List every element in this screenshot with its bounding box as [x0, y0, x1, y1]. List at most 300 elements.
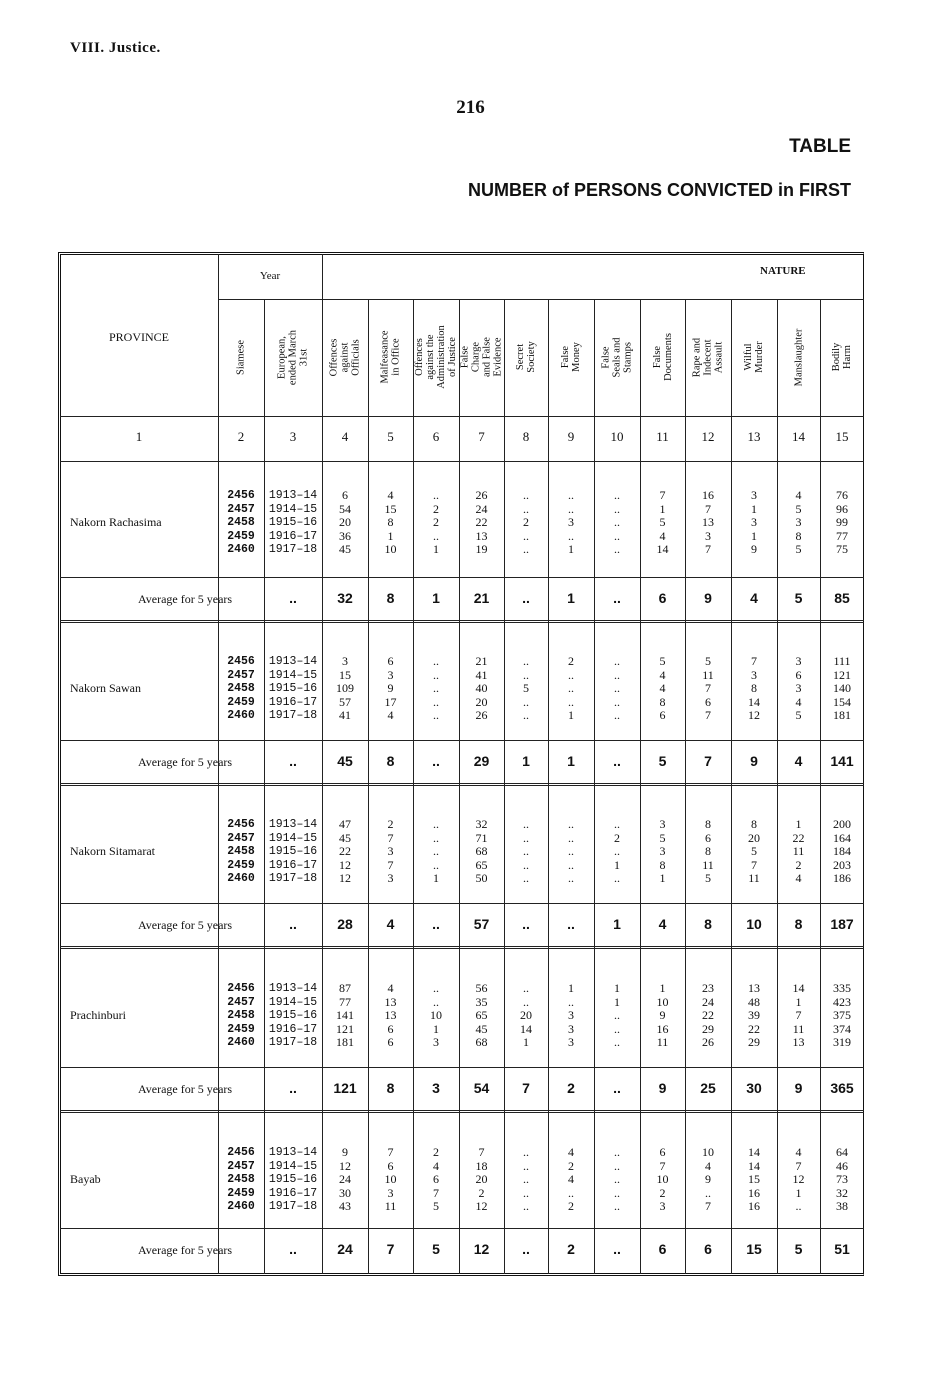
average-value: 21: [473, 590, 490, 606]
cell-value: 8: [751, 817, 757, 831]
column-header-text: Manslaughter: [793, 328, 804, 386]
column-number: 7: [478, 429, 485, 444]
cell-value: 11: [748, 871, 760, 885]
siamese-year: 2459: [227, 1022, 255, 1036]
province-separator: [60, 620, 864, 623]
average-value: ..: [289, 1080, 297, 1096]
cell-value: 2: [568, 654, 574, 668]
cell-value: 8: [795, 528, 802, 543]
european-year: 1916–17: [268, 695, 318, 709]
cell-value: 1: [795, 817, 802, 831]
average-value: 9: [658, 1080, 667, 1096]
cell-value: 11: [702, 857, 714, 872]
average-value: 4: [794, 753, 803, 769]
cell-value: 45: [339, 830, 351, 845]
cell-value: 3: [659, 817, 666, 831]
cell-value: ..: [614, 681, 620, 695]
cell-value: 4: [568, 1172, 574, 1186]
cell-value: 12: [475, 1199, 488, 1213]
cell-value: ..: [614, 488, 620, 502]
cell-value: 121: [833, 667, 851, 682]
cell-value: 20: [520, 1008, 532, 1022]
cell-value: 19: [475, 542, 488, 556]
european-year: 1915–16: [268, 845, 318, 858]
column-number: 14: [792, 429, 805, 444]
cell-value: 3: [433, 1035, 439, 1049]
nature-header: NATURE: [760, 265, 806, 277]
siamese-year: 2460: [227, 1036, 255, 1049]
cell-value: 65: [475, 1008, 488, 1022]
cell-value: 1: [433, 1021, 439, 1036]
cell-value: ..: [568, 1185, 574, 1200]
cell-value: 9: [751, 542, 757, 556]
cell-value: ..: [523, 817, 529, 831]
cell-value: 5: [705, 871, 711, 885]
cell-value: 4: [387, 708, 394, 722]
cell-value: 14: [748, 694, 760, 709]
cell-value: 164: [833, 830, 851, 845]
average-value: 6: [704, 1241, 712, 1257]
cell-value: 6: [705, 830, 711, 845]
cell-value: 4: [659, 528, 666, 543]
cell-value: 10: [656, 1172, 669, 1186]
cell-value: ..: [568, 844, 574, 858]
cell-value: 76: [836, 488, 848, 502]
column-number: 6: [432, 429, 440, 444]
european-year: 1914–15: [268, 502, 318, 516]
column-number: 4: [341, 429, 349, 444]
cell-value: ..: [568, 694, 574, 709]
cell-value: ..: [433, 681, 439, 695]
column-header: [731, 300, 777, 414]
siamese-year: 2456: [227, 489, 255, 502]
cell-value: 29: [702, 1021, 714, 1036]
cell-value: ..: [523, 857, 529, 872]
cell-value: 14: [748, 1158, 760, 1173]
european-year: 1917–18: [268, 1036, 318, 1049]
cell-value: 15: [748, 1172, 760, 1186]
cell-value: 1: [659, 981, 666, 995]
cell-value: 7: [705, 708, 711, 722]
average-value: 9: [794, 1080, 803, 1096]
cell-value: ..: [433, 994, 439, 1009]
cell-value: 11: [702, 667, 714, 682]
average-rule: [60, 577, 864, 578]
column-number: 15: [835, 429, 849, 444]
cell-value: 36: [339, 528, 351, 543]
cell-value: ..: [523, 542, 529, 556]
cell-value: 13: [384, 1008, 397, 1022]
table-title: NUMBER of PERSONS CONVICTED in FIRST: [467, 180, 851, 200]
table-label: TABLE: [789, 136, 851, 157]
cell-value: ..: [568, 681, 574, 695]
column-header-text: Rape and Indecent Assault: [691, 337, 725, 377]
average-value: 29: [473, 753, 490, 769]
cell-value: 7: [387, 857, 394, 872]
column-header-text: False Documents: [651, 333, 674, 381]
column-header: [594, 300, 640, 414]
province-name: Nakorn Sawan: [70, 681, 141, 695]
average-label: Average for 5 years: [138, 1243, 233, 1257]
cell-value: 3: [387, 1185, 394, 1200]
cell-value: ..: [568, 857, 574, 872]
european-year: 1913–14: [268, 489, 318, 502]
province-name: Bayab: [70, 1172, 101, 1186]
average-value: 1: [567, 590, 575, 606]
average-rule: [60, 1067, 864, 1068]
cell-value: ..: [433, 528, 439, 543]
cell-value: 200: [833, 817, 851, 831]
cell-value: 4: [795, 1145, 802, 1159]
cell-value: 319: [833, 1035, 851, 1049]
cell-value: ..: [614, 1008, 620, 1022]
cell-value: ..: [614, 667, 620, 682]
cell-value: 22: [339, 844, 351, 858]
cell-value: 11: [792, 1021, 805, 1036]
column-header: [777, 300, 820, 414]
siamese-year: 2458: [227, 516, 255, 529]
cell-value: 2: [659, 1185, 666, 1200]
cell-value: 5: [659, 654, 666, 668]
cell-value: 3: [795, 515, 802, 529]
cell-value: ..: [568, 871, 574, 885]
cell-value: 374: [833, 1021, 851, 1036]
siamese-year: 2458: [227, 682, 255, 695]
column-header-text: Wilful Murder: [743, 341, 765, 373]
cell-value: 26: [475, 488, 488, 502]
cell-value: ..: [614, 528, 620, 543]
cell-value: ..: [523, 844, 529, 858]
cell-value: 7: [705, 1199, 711, 1213]
cell-value: 73: [836, 1172, 848, 1186]
cell-value: 3: [751, 488, 757, 502]
average-value: 2: [567, 1241, 575, 1257]
average-value: 4: [658, 916, 667, 932]
cell-value: 181: [336, 1035, 354, 1049]
average-value: 57: [473, 916, 490, 932]
cell-value: 12: [339, 871, 351, 885]
european-year: 1913–14: [268, 982, 318, 995]
cell-value: 68: [475, 1035, 488, 1049]
average-value: 25: [700, 1080, 716, 1096]
average-label: Average for 5 years: [138, 1082, 233, 1096]
cell-value: 40: [475, 681, 488, 695]
cell-value: ..: [523, 528, 529, 543]
column-number: 5: [387, 429, 394, 444]
european-year: 1913–14: [268, 655, 318, 668]
average-value: 2: [567, 1080, 575, 1096]
average-value: 54: [473, 1080, 490, 1096]
cell-value: 6: [387, 1035, 394, 1049]
cell-value: 1: [751, 501, 757, 516]
cell-value: 6: [387, 1021, 394, 1036]
cell-value: 14: [748, 1145, 760, 1159]
average-value: 5: [794, 1241, 803, 1257]
european-year: 1915–16: [268, 682, 318, 695]
cell-value: 2: [614, 830, 620, 845]
european-year: 1915–16: [268, 516, 318, 529]
average-value: ..: [613, 753, 621, 769]
cell-value: 35: [475, 994, 488, 1009]
column-number: 13: [747, 429, 761, 444]
province-separator: [60, 946, 864, 949]
province-separator: [60, 1110, 864, 1113]
province-header: PROVINCE: [108, 330, 169, 344]
cell-value: 3: [387, 844, 394, 858]
cell-value: ..: [614, 515, 620, 529]
cell-value: 184: [833, 844, 851, 858]
cell-value: 46: [836, 1158, 848, 1173]
average-value: 8: [386, 753, 395, 769]
cell-value: 3: [659, 844, 666, 858]
average-value: ..: [613, 590, 621, 606]
cell-value: 4: [705, 1158, 711, 1173]
cell-value: 423: [833, 994, 851, 1009]
cell-value: 48: [748, 994, 760, 1009]
cell-value: 5: [751, 844, 757, 858]
column-header-text: Offences against the Administration of Justice: [414, 325, 459, 389]
cell-value: 14: [520, 1021, 532, 1036]
european-year: 1917–18: [268, 709, 318, 722]
average-value: 6: [658, 1241, 667, 1257]
cell-value: 4: [659, 681, 666, 695]
cell-value: 8: [705, 817, 711, 831]
average-value: ..: [567, 916, 575, 932]
page-number: 216: [456, 97, 485, 118]
average-value: ..: [289, 1241, 297, 1257]
cell-value: 2: [387, 817, 394, 831]
column-header-text: False Charge and False Evidence: [459, 337, 504, 377]
cell-value: 22: [702, 1008, 714, 1022]
cell-value: 12: [792, 1172, 805, 1186]
cell-value: 2: [433, 515, 439, 529]
column-divider: [459, 299, 460, 1274]
average-value: ..: [613, 1241, 621, 1257]
cell-value: ..: [614, 542, 620, 556]
cell-value: 1: [523, 1035, 529, 1049]
cell-value: 9: [387, 681, 394, 695]
cell-value: 13: [475, 528, 488, 543]
cell-value: ..: [614, 817, 620, 831]
cell-value: 3: [387, 871, 394, 885]
cell-value: 29: [748, 1035, 760, 1049]
average-value: ..: [432, 753, 440, 769]
siamese-year: 2460: [227, 709, 255, 722]
column-header: [459, 300, 504, 414]
cell-value: 1: [795, 1185, 802, 1200]
average-value: 365: [830, 1080, 854, 1096]
cell-value: ..: [568, 667, 574, 682]
siamese-year: 2457: [227, 831, 255, 845]
average-value: 6: [658, 590, 667, 606]
cell-value: 15: [384, 501, 397, 516]
cell-value: 7: [705, 681, 711, 695]
column-header: [368, 300, 413, 414]
european-year: 1917–18: [268, 1200, 318, 1213]
cell-value: 16: [748, 1199, 760, 1213]
cell-value: 6: [705, 694, 711, 709]
cell-value: ..: [523, 830, 529, 845]
cell-value: 3: [795, 654, 802, 668]
column-header-text: Secret Society: [515, 341, 537, 373]
cell-value: ..: [568, 501, 574, 516]
cell-value: 5: [795, 501, 802, 516]
cell-value: ..: [523, 1172, 529, 1186]
column-divider: [640, 299, 641, 1274]
cell-value: ..: [614, 1145, 620, 1159]
column-divider: [368, 299, 369, 1274]
cell-value: ..: [795, 1199, 802, 1213]
cell-value: 2: [523, 515, 529, 529]
average-value: 9: [750, 753, 758, 769]
cell-value: 10: [430, 1008, 442, 1022]
column-divider: [504, 299, 505, 1274]
average-value: 85: [834, 590, 850, 606]
european-year: 1914–15: [268, 668, 318, 682]
column-divider: [820, 299, 821, 1274]
average-value: 8: [704, 916, 712, 932]
cell-value: 2: [568, 1199, 574, 1213]
cell-value: 140: [833, 681, 851, 695]
column-header-text: Malfeasance in Office: [379, 330, 402, 384]
column-number: 12: [701, 429, 715, 444]
cell-value: 2: [433, 501, 439, 516]
average-value: ..: [522, 1241, 530, 1257]
cell-value: 10: [384, 1172, 397, 1186]
cell-value: ..: [523, 871, 529, 885]
column-header-text: False Seals and Stamps: [600, 337, 634, 377]
siamese-year: 2460: [227, 1200, 255, 1213]
cell-value: 3: [568, 1008, 574, 1022]
column-header: [685, 300, 731, 414]
cell-value: 4: [433, 1158, 439, 1173]
province-name: Nakorn Sitamarat: [70, 844, 155, 858]
cell-value: ..: [523, 1158, 529, 1173]
cell-value: 39: [748, 1008, 760, 1022]
cell-value: 3: [751, 515, 757, 529]
average-value: 24: [337, 1241, 353, 1257]
cell-value: 23: [702, 981, 714, 995]
cell-value: 1: [614, 857, 620, 872]
cell-value: 1: [614, 994, 620, 1009]
cell-value: 11: [656, 1035, 669, 1049]
average-value: 8: [794, 916, 803, 932]
cell-value: 7: [387, 1145, 394, 1159]
cell-value: 10: [384, 542, 397, 556]
cell-value: 154: [833, 694, 851, 709]
column-header: [640, 300, 685, 414]
cell-value: ..: [614, 1199, 620, 1213]
cell-value: 6: [433, 1172, 439, 1186]
column-header-text: European, ended March 31st: [276, 329, 310, 385]
column-number-rule-bottom: [60, 461, 864, 462]
cell-value: 75: [836, 542, 848, 556]
cell-value: ..: [614, 1035, 620, 1049]
cell-value: 5: [705, 654, 711, 668]
european-year: 1916–17: [268, 1186, 318, 1200]
siamese-year: 2457: [227, 1159, 255, 1173]
average-value: 28: [337, 916, 353, 932]
cell-value: ..: [614, 708, 620, 722]
column-header: [504, 300, 548, 414]
cell-value: 13: [748, 981, 760, 995]
average-value: 15: [746, 1241, 762, 1257]
column-divider: [777, 299, 778, 1274]
cell-value: ..: [433, 708, 439, 722]
cell-value: 96: [836, 501, 848, 516]
cell-value: ..: [433, 857, 439, 872]
cell-value: 4: [387, 488, 394, 502]
cell-value: 1: [387, 528, 394, 543]
siamese-year: 2456: [227, 655, 255, 668]
cell-value: 5: [659, 515, 666, 529]
column-divider: [594, 299, 595, 1274]
cell-value: ..: [523, 667, 529, 682]
cell-value: 5: [795, 542, 802, 556]
european-year: 1917–18: [268, 872, 318, 885]
siamese-year: 2456: [227, 982, 255, 995]
cell-value: 99: [836, 515, 848, 529]
cell-value: ..: [523, 488, 529, 502]
cell-value: 54: [339, 501, 351, 516]
cell-value: ..: [614, 501, 620, 516]
cell-value: 13: [384, 994, 397, 1009]
cell-value: 20: [475, 1172, 488, 1186]
european-year: 1913–14: [268, 818, 318, 831]
cell-value: 24: [339, 1172, 351, 1186]
cell-value: 1: [751, 528, 757, 543]
cell-value: ..: [568, 817, 574, 831]
cell-value: ..: [523, 654, 529, 668]
cell-value: 6: [659, 1145, 666, 1159]
average-value: 7: [704, 753, 712, 769]
siamese-year: 2460: [227, 543, 255, 556]
cell-value: 3: [751, 667, 757, 682]
cell-value: ..: [568, 528, 574, 543]
cell-value: 5: [659, 830, 666, 845]
european-year: 1914–15: [268, 831, 318, 845]
cell-value: 14: [656, 542, 669, 556]
cell-value: 11: [792, 844, 805, 858]
year-header: Year: [259, 270, 281, 282]
cell-value: 121: [336, 1021, 354, 1036]
average-rule: [60, 1228, 864, 1229]
cell-value: 45: [339, 542, 351, 556]
cell-value: 375: [833, 1008, 851, 1022]
cell-value: 1: [433, 542, 439, 556]
average-label: Average for 5 years: [138, 592, 233, 606]
average-value: ..: [613, 1080, 621, 1096]
cell-value: 8: [751, 681, 757, 695]
cell-value: ..: [433, 817, 439, 831]
cell-value: 7: [659, 1158, 666, 1173]
cell-value: 71: [475, 830, 488, 845]
average-value: 7: [386, 1241, 395, 1257]
cell-value: 7: [387, 830, 394, 845]
cell-value: 3: [568, 1021, 574, 1036]
average-value: 32: [337, 590, 353, 606]
cell-value: 17: [384, 694, 397, 709]
cell-value: 43: [339, 1199, 351, 1213]
cell-value: 4: [795, 871, 802, 885]
cell-value: 22: [475, 515, 488, 529]
siamese-year: 2459: [227, 1186, 255, 1200]
column-number: 9: [567, 429, 575, 444]
province-separator: [60, 783, 864, 786]
european-year: 1917–18: [268, 543, 318, 556]
column-header-text: False Money: [560, 342, 582, 372]
column-header: [322, 300, 368, 414]
